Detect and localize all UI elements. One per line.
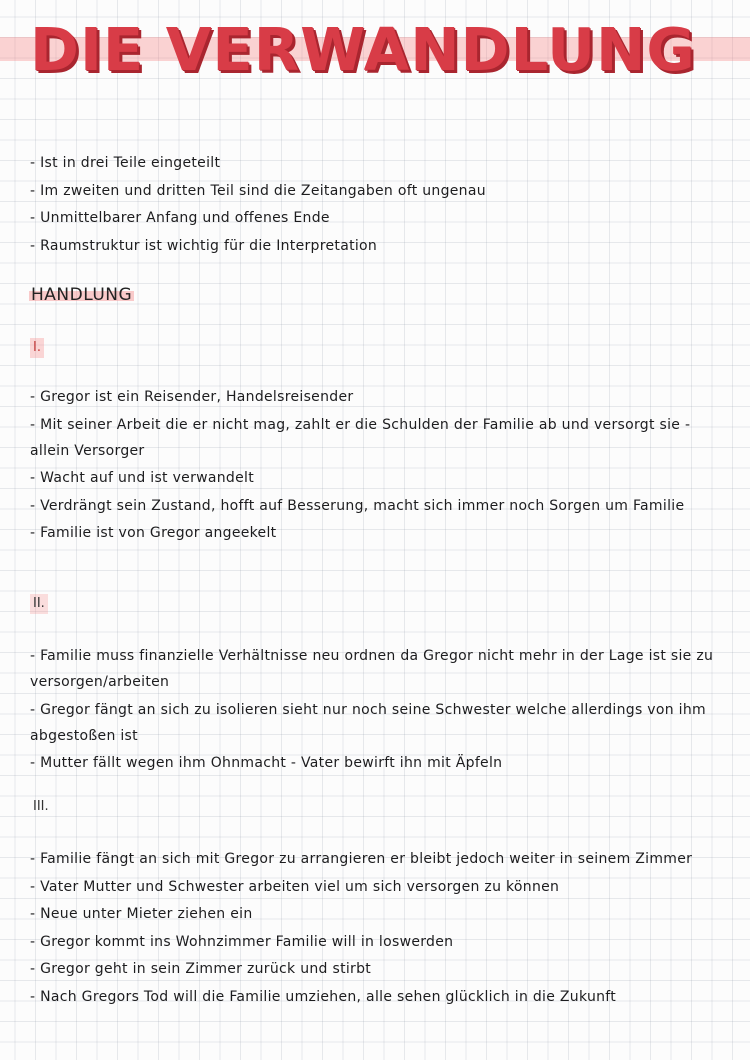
section-point: - Mit seiner Arbeit die er nicht mag, zahlt er die Schulden der Familie ab und versorgt sie - allein Versorger	[30, 416, 691, 459]
intro-point: - Im zweiten und dritten Teil sind die Zeitangaben oft ungenau	[30, 182, 486, 199]
intro-point: - Unmittelbarer Anfang und offenes Ende	[30, 210, 330, 226]
section-2-list	[30, 643, 720, 778]
section-point: - Nach Gregors Tod will die Familie umziehen, alle sehen glücklich in die Zukunft	[30, 988, 617, 1005]
section-point: - Familie fängt an sich mit Gregor zu arrangieren er bleibt jedoch weiter in seinem Zimmer	[30, 851, 693, 867]
intro-point: - Raumstruktur ist wichtig für die Interpretation	[30, 237, 378, 254]
section-point: - Gregor ist ein Reisender, Handelsreisender	[30, 389, 354, 405]
section-point: - Mutter fällt wegen ihm Ohnmacht - Vater bewirft ihn mit Äpfeln	[30, 755, 503, 771]
section-point: - Vater Mutter und Schwester arbeiten viel um sich versorgen zu können	[30, 878, 560, 895]
intro-point: - Ist in drei Teile eingeteilt	[30, 155, 221, 171]
section-point: - Gregor fängt an sich zu isolieren sieht nur noch seine Schwester welche allerdings von ihm abgestoßen ist	[30, 701, 706, 744]
section-label-2: II.	[30, 594, 48, 614]
section-point: - Gregor geht in sein Zimmer zurück und stirbt	[30, 961, 372, 977]
section-point: - Gregor kommt ins Wohnzimmer Familie will in loswerden	[30, 933, 454, 950]
section-point: - Familie muss finanzielle Verhältnisse neu ordnen da Gregor nicht mehr in der Lage ist sie zu versorgen/arbeiten	[30, 648, 714, 690]
handlung-heading	[29, 282, 134, 308]
section-point: - Wacht auf und ist verwandelt	[30, 470, 255, 486]
section-point: - Verdrängt sein Zustand, hofft auf Besserung, macht sich immer noch Sorgen um Familie	[30, 497, 685, 514]
section-1-list	[30, 384, 720, 548]
intro-list	[30, 150, 720, 260]
section-label-1: I.	[30, 338, 44, 358]
handlung-heading-text: HANDLUNG	[31, 285, 133, 305]
section-point: - Neue unter Mieter ziehen ein	[30, 906, 253, 922]
section-3-list	[30, 846, 720, 1011]
section-point: - Familie ist von Gregor angeekelt	[30, 525, 277, 541]
section-label-3: III.	[33, 799, 49, 814]
page-title: DIE VERWANDLUNG	[30, 15, 696, 84]
